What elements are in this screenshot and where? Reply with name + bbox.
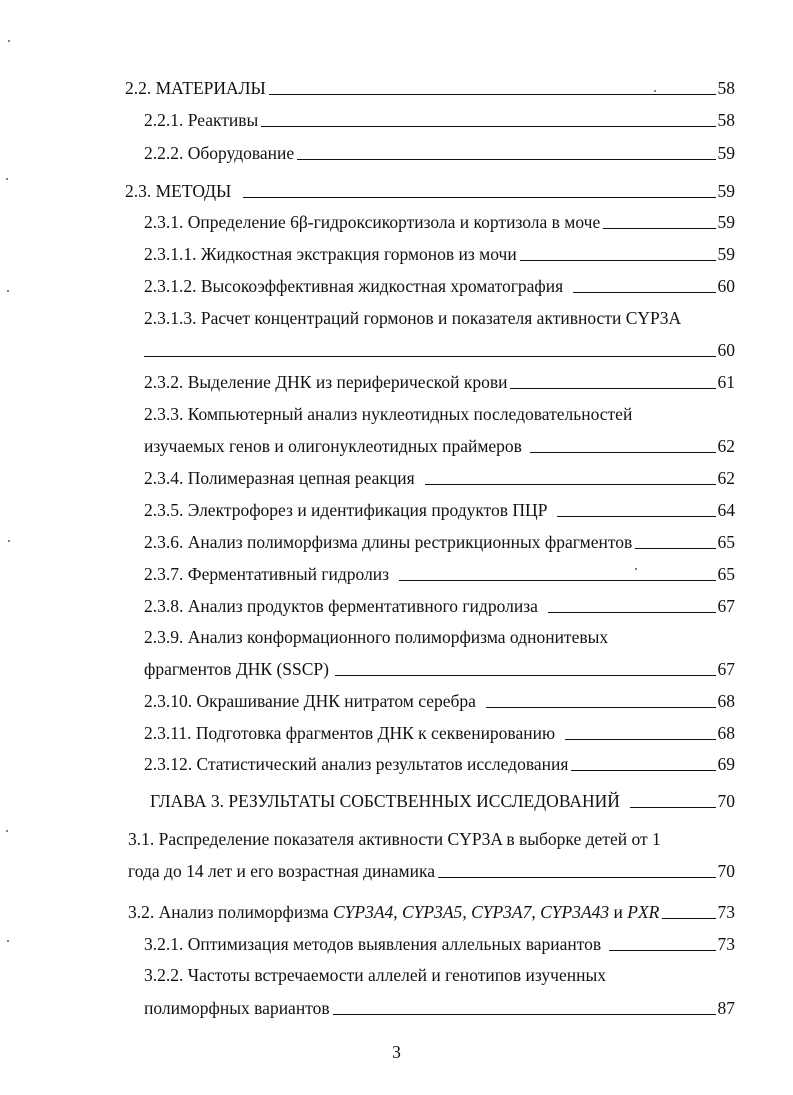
toc-entry-label: 2.3.2. Выделение ДНК из периферической крови bbox=[144, 372, 508, 392]
gene-name: CYP3A5 bbox=[402, 902, 463, 922]
toc-entry-2-3-3-title: 2.3.3. Компьютерный анализ нуклеотидных последовательностей bbox=[144, 404, 633, 424]
dot-leader bbox=[486, 707, 716, 708]
toc-entry-2-3-1-3 bbox=[144, 340, 735, 360]
toc-entry-2-3-4 bbox=[144, 468, 735, 488]
scan-speck bbox=[6, 830, 8, 832]
toc-entry-3-2-2-title: 3.2.2. Частоты встречаемости аллелей и генотипов изученных bbox=[144, 965, 606, 985]
dot-leader bbox=[520, 260, 716, 261]
toc-entry-label: 2.3.1. Определение 6β-гидроксикортизола и кортизола в моче bbox=[144, 212, 601, 232]
toc-entry-label: 2.3.1.1. Жидкостная экстракция гормонов из мочи bbox=[144, 244, 517, 264]
toc-page-number: 70 bbox=[717, 861, 735, 881]
toc-entry-2-3-11 bbox=[144, 723, 735, 743]
scan-speck bbox=[654, 90, 656, 92]
toc-entry-label: 2.3.6. Анализ полиморфизма длины рестрикционных фрагментов bbox=[144, 532, 633, 552]
toc-entry-2-3-12 bbox=[144, 754, 735, 774]
dot-leader bbox=[573, 292, 715, 293]
toc-page-number: 69 bbox=[717, 754, 735, 774]
conjunction: и bbox=[609, 902, 628, 922]
gene-name: PXR bbox=[627, 902, 660, 922]
separator: , bbox=[531, 902, 541, 922]
toc-entry-label: фрагментов ДНК (SSCP) bbox=[144, 659, 329, 679]
toc-entry-label: изучаемых генов и олигонуклеотидных праймеров bbox=[144, 436, 522, 456]
toc-page-number: 59 bbox=[717, 212, 735, 232]
dot-leader bbox=[530, 452, 716, 453]
toc-page-number: 73 bbox=[717, 934, 735, 954]
toc-entry-label: ГЛАВА 3. РЕЗУЛЬТАТЫ СОБСТВЕННЫХ ИССЛЕДОВАНИЙ bbox=[150, 791, 620, 811]
dot-leader bbox=[571, 770, 715, 771]
toc-entry-3-2 bbox=[128, 902, 735, 922]
dot-leader bbox=[438, 877, 716, 878]
toc-entry-label: 2.3.12. Статистический анализ результатов исследования bbox=[144, 754, 569, 774]
dot-leader bbox=[243, 197, 715, 198]
separator: , bbox=[393, 902, 403, 922]
toc-entry-2-3-5 bbox=[144, 500, 735, 520]
toc-entry-2-2-1 bbox=[144, 110, 735, 130]
toc-entry-label: 2.2.1. Реактивы bbox=[144, 110, 259, 130]
toc-entry-2-3-8 bbox=[144, 596, 735, 616]
toc-page-number: 64 bbox=[717, 500, 735, 520]
toc-chapter-3 bbox=[150, 791, 735, 811]
scan-speck bbox=[635, 568, 637, 570]
toc-page-number: 60 bbox=[717, 276, 735, 296]
toc-entry-label: 2.3.8. Анализ продуктов ферментативного гидролиза bbox=[144, 596, 538, 616]
dot-leader bbox=[662, 918, 715, 919]
dot-leader bbox=[399, 580, 715, 581]
dot-leader bbox=[333, 1014, 716, 1015]
toc-entry-label: 3.2.1. Оптимизация методов выявления аллельных вариантов bbox=[144, 934, 602, 954]
toc-page-number: 68 bbox=[717, 691, 735, 711]
toc-page-number: 73 bbox=[717, 902, 735, 922]
toc-page-number: 59 bbox=[717, 244, 735, 264]
scan-speck bbox=[7, 940, 9, 942]
toc-page-number: 62 bbox=[717, 436, 735, 456]
gene-name: CYP3A43 bbox=[540, 902, 610, 922]
toc-entry-2-3-6 bbox=[144, 532, 735, 552]
toc-page-number: 70 bbox=[717, 791, 735, 811]
toc-entry-label: 2.3. МЕТОДЫ bbox=[125, 181, 232, 201]
toc-entry-2-3-7 bbox=[144, 564, 735, 584]
toc-entry-label: 2.2.2. Оборудование bbox=[144, 143, 295, 163]
toc-entry-label: 2.3.4. Полимеразная цепная реакция bbox=[144, 468, 415, 488]
separator: , bbox=[462, 902, 472, 922]
toc-page-number: 58 bbox=[717, 110, 735, 130]
page-number: 3 bbox=[392, 1042, 401, 1062]
dot-leader bbox=[603, 228, 715, 229]
dot-leader bbox=[261, 126, 715, 127]
scan-speck bbox=[6, 178, 8, 180]
toc-page-number: 87 bbox=[717, 998, 735, 1018]
toc-page-number: 67 bbox=[717, 659, 735, 679]
dot-leader bbox=[635, 548, 715, 549]
toc-entry-2-3-9 bbox=[144, 659, 735, 679]
toc-entry-2-3-9-title: 2.3.9. Анализ конформационного полиморфизма однонитевых bbox=[144, 627, 609, 647]
toc-page-number: 59 bbox=[717, 143, 735, 163]
toc-entry-label: 2.2. МАТЕРИАЛЫ bbox=[125, 78, 266, 98]
toc-page-number: 59 bbox=[717, 181, 735, 201]
gene-name: CYP3A4 bbox=[332, 902, 394, 922]
toc-entry-2-3-1-3-title: 2.3.1.3. Расчет концентраций гормонов и показателя активности CYP3A bbox=[144, 308, 682, 328]
toc-page-number: 67 bbox=[717, 596, 735, 616]
dot-leader bbox=[609, 950, 715, 951]
toc-entry-3-1 bbox=[128, 861, 735, 881]
dot-leader bbox=[557, 516, 715, 517]
toc-page-number: 65 bbox=[717, 532, 735, 552]
dot-leader bbox=[630, 807, 716, 808]
label-prefix: 3.2. Анализ полиморфизма bbox=[128, 902, 333, 922]
dot-leader bbox=[510, 388, 715, 389]
dot-leader bbox=[565, 739, 715, 740]
toc-entry-label: 2.3.5. Электрофорез и идентификация продуктов ПЦР bbox=[144, 500, 548, 520]
toc-entry-2-2-2 bbox=[144, 143, 735, 163]
toc-entry-2-3-10 bbox=[144, 691, 735, 711]
toc-page-number: 65 bbox=[717, 564, 735, 584]
dot-leader bbox=[425, 484, 716, 485]
toc-entry-2-3-1 bbox=[144, 212, 735, 232]
scan-speck bbox=[8, 40, 10, 42]
toc-entry-2-3-3 bbox=[144, 436, 735, 456]
dot-leader bbox=[335, 675, 716, 676]
gene-name: CYP3A7 bbox=[471, 902, 532, 922]
dot-leader bbox=[144, 356, 716, 357]
scan-speck bbox=[8, 540, 10, 542]
toc-page-number: 61 bbox=[717, 372, 735, 392]
dot-leader bbox=[269, 94, 716, 95]
dot-leader bbox=[548, 612, 716, 613]
dot-leader bbox=[297, 159, 715, 160]
toc-entry-2-3 bbox=[125, 181, 735, 201]
toc-entry-label: 2.3.7. Ферментативный гидролиз bbox=[144, 564, 390, 584]
toc-entry-label: 2.3.1.2. Высокоэффективная жидкостная хроматография bbox=[144, 276, 564, 296]
toc-entry-2-3-2 bbox=[144, 372, 735, 392]
scan-speck bbox=[7, 290, 9, 292]
toc-entry-label bbox=[128, 902, 659, 922]
toc-page-number: 62 bbox=[717, 468, 735, 488]
toc-entry-3-1-title: 3.1. Распределение показателя активности CYP3A в выборке детей от 1 bbox=[128, 829, 661, 849]
toc-entry-3-2-2 bbox=[144, 998, 735, 1018]
toc-page-number: 68 bbox=[717, 723, 735, 743]
toc-entry-label: 2.3.10. Окрашивание ДНК нитратом серебра bbox=[144, 691, 476, 711]
toc-entry-label: года до 14 лет и его возрастная динамика bbox=[128, 861, 435, 881]
toc-entry-2-3-1-1 bbox=[144, 244, 735, 264]
toc-entry-label: 2.3.11. Подготовка фрагментов ДНК к секвенированию bbox=[144, 723, 556, 743]
toc-entry-2-3-1-2 bbox=[144, 276, 735, 296]
toc-entry-2-2 bbox=[125, 78, 735, 98]
toc-page-number: 60 bbox=[717, 340, 735, 360]
toc-entry-3-2-1 bbox=[144, 934, 735, 954]
toc-entry-label: полиморфных вариантов bbox=[144, 998, 330, 1018]
toc-page-number: 58 bbox=[717, 78, 735, 98]
